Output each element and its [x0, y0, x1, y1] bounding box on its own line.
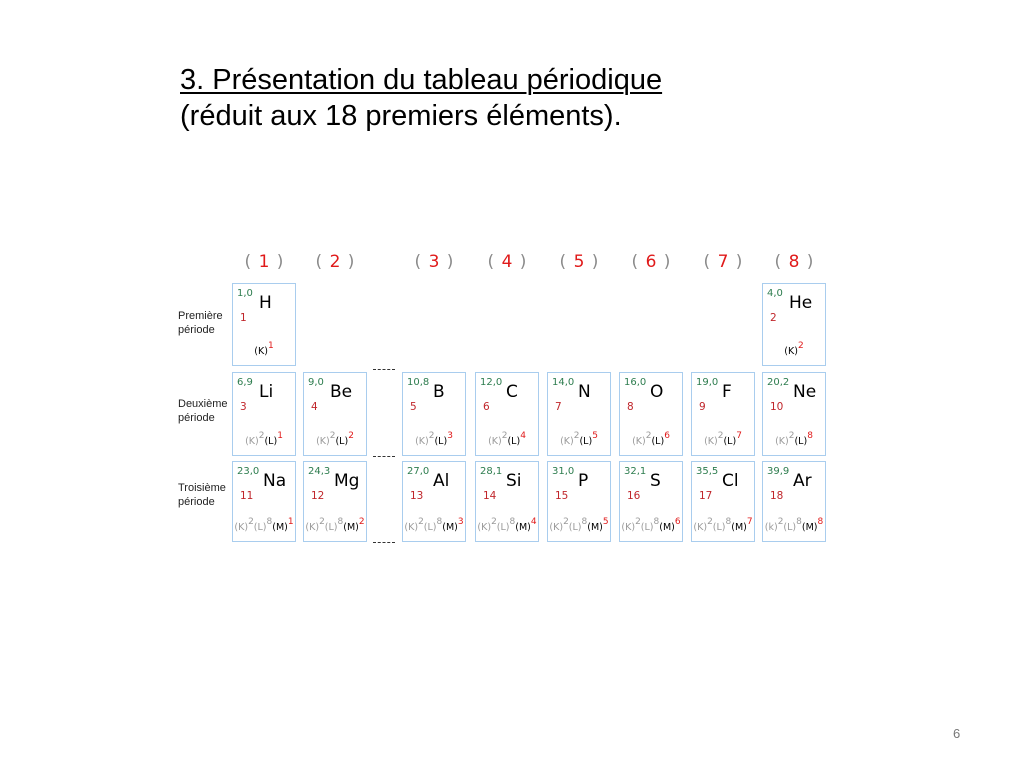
shell-l: (L) [794, 436, 808, 447]
electron-configuration [763, 340, 825, 357]
element-symbol: O [650, 382, 664, 402]
shell-l: (L) [335, 436, 349, 447]
shell-l: (L) [423, 522, 437, 533]
atomic-number: 14 [483, 490, 497, 502]
shell-electron-count: 4 [530, 516, 537, 527]
shell-l: (L) [640, 522, 654, 533]
element-cell-na[interactable] [232, 461, 296, 542]
shell-l: (L) [264, 436, 278, 447]
shell-electron-count: 2 [319, 516, 325, 527]
shell-k: (K) [784, 346, 798, 357]
shell-k: (K) [305, 522, 320, 533]
atomic-number: 1 [240, 312, 247, 324]
shell-l: (L) [434, 436, 448, 447]
paren-close: ) [270, 252, 285, 272]
element-symbol: B [433, 382, 445, 402]
atomic-mass: 1,0 [237, 288, 253, 299]
element-cell-si[interactable] [475, 461, 539, 542]
group-number: 6 [645, 252, 658, 272]
shell-electron-count: 2 [358, 516, 365, 527]
shell-electron-count: 2 [788, 430, 795, 441]
element-symbol: S [650, 471, 661, 491]
atomic-number: 3 [240, 401, 247, 413]
atomic-mass: 28,1 [480, 466, 503, 477]
shell-electron-count: 8 [817, 516, 824, 527]
group-number: 1 [258, 252, 271, 272]
group-header-4 [474, 252, 541, 272]
shell-electron-count: 5 [602, 516, 609, 527]
atomic-number: 6 [483, 401, 490, 413]
period-label-line2: période [178, 324, 215, 336]
period-label-line1: Deuxième [178, 398, 228, 410]
paren-open: ( [631, 252, 646, 272]
shell-electron-count: 2 [501, 430, 508, 441]
atomic-mass: 9,0 [308, 377, 324, 388]
element-cell-ne[interactable] [762, 372, 826, 456]
atomic-mass: 20,2 [767, 377, 790, 388]
element-cell-al[interactable] [402, 461, 466, 542]
element-cell-ar[interactable] [762, 461, 826, 542]
electron-configuration [304, 516, 366, 533]
atomic-mass: 35,5 [696, 466, 719, 477]
paren-close: ) [513, 252, 528, 272]
shell-electron-count: 2 [777, 516, 784, 527]
element-symbol: He [789, 293, 813, 313]
shell-k: (k) [764, 522, 778, 533]
shell-electron-count: 8 [653, 516, 660, 527]
shell-m: (M) [659, 522, 675, 533]
group-header-7 [690, 252, 757, 272]
element-symbol: H [259, 293, 272, 313]
paren-open: ( [774, 252, 789, 272]
element-cell-p[interactable] [547, 461, 611, 542]
group-header-1 [231, 252, 298, 272]
atomic-mass: 6,9 [237, 377, 253, 388]
paren-close: ) [440, 252, 455, 272]
group-number: 2 [329, 252, 342, 272]
period-label-line2: période [178, 496, 215, 508]
shell-electron-count: 2 [348, 430, 354, 441]
shell-electron-count: 2 [329, 430, 336, 441]
shell-k: (K) [549, 522, 564, 533]
period-label-line1: Troisième [178, 482, 226, 494]
shell-m: (M) [731, 522, 747, 533]
shell-electron-count: 6 [674, 516, 681, 527]
shell-electron-count: 2 [797, 340, 804, 351]
period-label-2 [178, 397, 228, 425]
atomic-mass: 16,0 [624, 377, 647, 388]
slide-title [180, 62, 662, 134]
shell-electron-count: 2 [491, 516, 497, 527]
electron-configuration [476, 430, 538, 447]
shell-electron-count: 8 [581, 516, 588, 527]
atomic-mass: 32,1 [624, 466, 647, 477]
element-symbol: F [722, 382, 732, 402]
title-line-1: 3. Présentation du tableau périodique [180, 64, 663, 96]
element-cell-s[interactable] [619, 461, 683, 542]
atomic-mass: 10,8 [407, 377, 430, 388]
paren-close: ) [341, 252, 356, 272]
atomic-mass: 24,3 [308, 466, 331, 477]
group-header-3 [401, 252, 468, 272]
electron-configuration [692, 430, 754, 447]
shell-electron-count: 1 [287, 516, 294, 527]
element-cell-f[interactable] [691, 372, 755, 456]
shell-electron-count: 1 [277, 430, 283, 441]
shell-electron-count: 4 [520, 430, 526, 441]
shell-electron-count: 2 [573, 430, 580, 441]
shell-electron-count: 2 [645, 430, 652, 441]
shell-electron-count: 2 [248, 516, 254, 527]
element-cell-he[interactable] [762, 283, 826, 366]
electron-configuration [233, 516, 295, 533]
electron-configuration [620, 516, 682, 533]
period-label-3 [178, 481, 226, 509]
shell-electron-count: 8 [796, 516, 802, 527]
element-cell-cl[interactable] [691, 461, 755, 542]
atomic-number: 9 [699, 401, 706, 413]
paren-close: ) [585, 252, 600, 272]
shell-electron-count: 2 [418, 516, 424, 527]
shell-k: (K) [245, 436, 259, 447]
shell-electron-count: 7 [736, 430, 742, 441]
atomic-mass: 39,9 [767, 466, 790, 477]
atomic-mass: 4,0 [767, 288, 783, 299]
shell-electron-count: 2 [428, 430, 435, 441]
electron-configuration [763, 430, 825, 447]
atomic-number: 2 [770, 312, 777, 324]
atomic-number: 18 [770, 490, 784, 502]
gap-dash-3 [373, 542, 395, 543]
element-cell-n[interactable] [547, 372, 611, 456]
shell-electron-count: 8 [337, 516, 344, 527]
electron-configuration [692, 516, 754, 533]
electron-configuration [403, 430, 465, 447]
paren-close: ) [657, 252, 672, 272]
atomic-number: 4 [311, 401, 318, 413]
shell-k: (K) [234, 522, 249, 533]
electron-configuration [476, 516, 538, 533]
electron-configuration [233, 430, 295, 447]
shell-l: (L) [253, 522, 267, 533]
group-number: 7 [717, 252, 730, 272]
group-header-5 [546, 252, 613, 272]
shell-l: (L) [783, 522, 797, 533]
atomic-mass: 12,0 [480, 377, 503, 388]
element-symbol: Li [259, 382, 274, 402]
shell-k: (K) [560, 436, 574, 447]
element-cell-o[interactable] [619, 372, 683, 456]
electron-configuration [763, 516, 825, 533]
shell-k: (K) [415, 436, 429, 447]
shell-electron-count: 6 [664, 430, 670, 441]
paren-open: ( [244, 252, 259, 272]
title-line-2: (réduit aux 18 premiers éléments). [180, 100, 622, 132]
shell-electron-count: 2 [717, 430, 724, 441]
group-header-6 [618, 252, 685, 272]
atomic-number: 7 [555, 401, 562, 413]
period-label-1 [178, 309, 223, 337]
shell-k: (K) [775, 436, 789, 447]
electron-configuration [548, 430, 610, 447]
shell-l: (L) [651, 436, 665, 447]
group-header-2 [302, 252, 369, 272]
element-symbol: Mg [334, 471, 360, 491]
shell-l: (L) [712, 522, 726, 533]
shell-electron-count: 2 [258, 430, 265, 441]
electron-configuration [620, 430, 682, 447]
electron-configuration [304, 430, 366, 447]
element-symbol: Al [433, 471, 450, 491]
atomic-mass: 23,0 [237, 466, 260, 477]
paren-close: ) [729, 252, 744, 272]
shell-l: (L) [723, 436, 737, 447]
shell-electron-count: 8 [807, 430, 813, 441]
group-number: 8 [788, 252, 801, 272]
shell-electron-count: 8 [266, 516, 273, 527]
gap-dash-1 [373, 369, 395, 370]
shell-l: (L) [324, 522, 338, 533]
shell-k: (K) [704, 436, 718, 447]
element-symbol: Si [506, 471, 522, 491]
shell-electron-count: 2 [563, 516, 569, 527]
group-number: 5 [573, 252, 586, 272]
shell-m: (M) [515, 522, 531, 533]
shell-electron-count: 2 [707, 516, 713, 527]
electron-configuration [233, 340, 295, 357]
gap-dash-2 [373, 456, 395, 457]
shell-k: (K) [488, 436, 502, 447]
shell-k: (K) [621, 522, 636, 533]
element-symbol: C [506, 382, 518, 402]
shell-l: (L) [496, 522, 510, 533]
element-symbol: Ar [793, 471, 812, 491]
shell-electron-count: 7 [746, 516, 753, 527]
shell-k: (K) [477, 522, 492, 533]
atomic-mass: 31,0 [552, 466, 575, 477]
paren-open: ( [703, 252, 718, 272]
shell-k: (K) [632, 436, 646, 447]
atomic-number: 10 [770, 401, 784, 413]
paren-open: ( [559, 252, 574, 272]
element-cell-b[interactable] [402, 372, 466, 456]
shell-m: (M) [343, 522, 359, 533]
group-header-8 [761, 252, 828, 272]
element-symbol: P [578, 471, 589, 491]
period-label-line1: Première [178, 310, 223, 322]
period-label-line2: période [178, 412, 215, 424]
shell-electron-count: 1 [267, 340, 274, 351]
atomic-mass: 14,0 [552, 377, 575, 388]
electron-configuration [548, 516, 610, 533]
atomic-number: 17 [699, 490, 713, 502]
shell-l: (L) [507, 436, 521, 447]
shell-m: (M) [587, 522, 603, 533]
group-number: 3 [428, 252, 441, 272]
atomic-number: 12 [311, 490, 325, 502]
atomic-number: 8 [627, 401, 634, 413]
element-symbol: Na [263, 471, 287, 491]
shell-k: (K) [404, 522, 419, 533]
shell-electron-count: 8 [509, 516, 516, 527]
shell-m: (M) [272, 522, 288, 533]
shell-electron-count: 3 [457, 516, 464, 527]
shell-m: (M) [801, 522, 818, 533]
shell-electron-count: 5 [592, 430, 598, 441]
atomic-number: 13 [410, 490, 424, 502]
element-symbol: Cl [722, 471, 739, 491]
page-number: 6 [953, 726, 961, 741]
element-symbol: Be [330, 382, 353, 402]
shell-electron-count: 8 [725, 516, 732, 527]
paren-open: ( [414, 252, 429, 272]
shell-k: (K) [254, 346, 268, 357]
group-number: 4 [501, 252, 514, 272]
shell-m: (M) [442, 522, 458, 533]
element-cell-h[interactable] [232, 283, 296, 366]
paren-open: ( [315, 252, 330, 272]
element-symbol: Ne [793, 382, 817, 402]
element-cell-li[interactable] [232, 372, 296, 456]
atomic-number: 5 [410, 401, 417, 413]
shell-electron-count: 2 [635, 516, 641, 527]
shell-electron-count: 3 [447, 430, 453, 441]
shell-l: (L) [579, 436, 593, 447]
element-cell-mg[interactable] [303, 461, 367, 542]
atomic-mass: 27,0 [407, 466, 430, 477]
atomic-mass: 19,0 [696, 377, 719, 388]
atomic-number: 11 [240, 490, 254, 502]
element-cell-c[interactable] [475, 372, 539, 456]
paren-close: ) [800, 252, 815, 272]
atomic-number: 15 [555, 490, 569, 502]
atomic-number: 16 [627, 490, 641, 502]
element-symbol: N [578, 382, 591, 402]
shell-k: (K) [316, 436, 330, 447]
shell-electron-count: 8 [436, 516, 443, 527]
element-cell-be[interactable] [303, 372, 367, 456]
shell-k: (K) [693, 522, 708, 533]
paren-open: ( [487, 252, 502, 272]
shell-l: (L) [568, 522, 582, 533]
electron-configuration [403, 516, 465, 533]
